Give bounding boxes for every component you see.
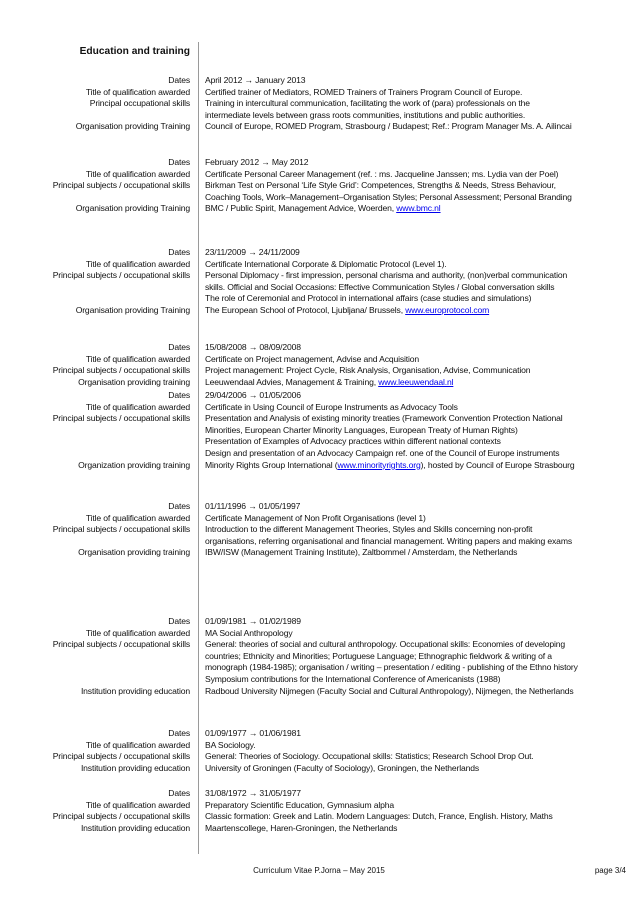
entry-row [0, 412, 638, 424]
field-label: Title of qualification awarded [85, 799, 190, 810]
field-label: Dates [168, 728, 190, 738]
field-label: Principal subjects / occupational skills [52, 524, 190, 535]
entry-row [0, 424, 638, 436]
field-value-text: 01/09/1977 → 01/06/1981 [205, 728, 301, 738]
field-label: Title of qualification awarded [85, 627, 190, 638]
field-value [205, 97, 633, 109]
field-value-text: skills. Official and Social Occasions: Effective Communication Styles / Global conversation skills [205, 281, 555, 292]
field-value-text: Certificate Management of Non Profit Organisations (level 1) [205, 512, 426, 523]
field-label: Principal occupational skills [89, 98, 190, 109]
section-heading: Education and training [79, 46, 190, 57]
entry-row [0, 799, 638, 811]
field-value [205, 727, 633, 739]
field-value-text: Certificate Personal Career Management (ref. : ms. Jacqueline Janssen; ms. Lydia van der Poel) [205, 168, 559, 179]
entry-row [0, 627, 638, 639]
entry-row [0, 535, 638, 547]
entry-row [0, 650, 638, 662]
field-value [205, 156, 633, 168]
field-value [205, 799, 633, 811]
field-value [205, 685, 633, 697]
entry-row [0, 787, 638, 799]
entry-row [0, 500, 638, 512]
entry-row [0, 810, 638, 822]
field-label: Dates [168, 616, 190, 626]
field-label: Organisation providing training [78, 547, 190, 558]
field-value [205, 109, 633, 121]
field-value [205, 673, 633, 685]
entry-row [0, 762, 638, 774]
field-value-text: Council of Europe, ROMED Program, Strasbourg / Budapest; Ref.: Program Manager Ms. A. Ailincai [205, 121, 572, 132]
field-value-text: Certified trainer of Mediators, ROMED Trainers of Trainers Program Council of Europe. [205, 86, 523, 97]
entry-row [0, 120, 638, 132]
field-value-text: 29/04/2006 → 01/05/2006 [205, 390, 301, 400]
entry-row [0, 727, 638, 739]
field-value [205, 191, 633, 203]
entry-row [0, 673, 638, 685]
field-value [205, 281, 633, 293]
field-label: Title of qualification awarded [85, 86, 190, 97]
field-value-text: February 2012 → May 2012 [205, 157, 309, 167]
field-value-text: 23/11/2009 → 24/11/2009 [205, 247, 300, 257]
field-value-text: Presentation and Analysis of existing minority treaties (Framework Convention Protection National [205, 413, 563, 424]
field-value [205, 546, 633, 558]
entry-row [0, 246, 638, 258]
field-label: Title of qualification awarded [85, 258, 190, 269]
field-value-text: organisations, referring organisational and financial management. Writing papers and making exams [205, 535, 572, 546]
field-value [205, 412, 633, 424]
field-label: Organisation providing Training [75, 305, 190, 315]
entry-row [0, 546, 638, 558]
entry-row [0, 74, 638, 86]
field-value-text: Design and presentation of an Advocacy Campaign ref. one of the Council of Europe instruments [205, 448, 560, 458]
field-value-text: MA Social Anthropology [205, 627, 293, 638]
field-value-text: Radboud University Nijmegen (Faculty Social and Cultural Anthropology), Nijmegen, the Netherlands [205, 685, 574, 696]
entry-row [0, 341, 638, 353]
field-label: Principal subjects / occupational skills [52, 639, 190, 650]
field-value [205, 304, 633, 316]
field-value-text: intermediate levels between grass roots communities, institutions and public authorities. [205, 109, 526, 120]
entry-row [0, 109, 638, 121]
field-value [205, 615, 633, 627]
field-label: Principal subjects / occupational skills [52, 811, 190, 822]
entry-row [0, 353, 638, 365]
field-value-text: General: theories of social and cultural anthropology. Occupational skills: Economies of developing [205, 639, 565, 650]
field-label: Dates [168, 788, 190, 798]
field-label: Institution providing education [80, 685, 190, 696]
entry-row [0, 615, 638, 627]
field-label: Title of qualification awarded [85, 168, 190, 179]
field-label: Organisation providing Training [75, 121, 190, 132]
field-value [205, 739, 633, 751]
field-value-text: Training in intercultural communication, facilitating the work of (para) professionals on the [205, 98, 530, 109]
field-value-text: Certificate International Corporate & Diplomatic Protocol (Level 1). [205, 258, 447, 269]
field-label: Dates [168, 342, 190, 352]
field-value [205, 258, 633, 270]
entry-row [0, 156, 638, 168]
field-value [205, 168, 633, 180]
field-value-text: Symposium contributions for the International Conference of Americanists (1988) [205, 674, 501, 684]
field-label: Dates [168, 247, 190, 257]
entry-row [0, 739, 638, 751]
field-value [205, 353, 633, 365]
field-label: Dates [168, 157, 190, 167]
entry-row [0, 86, 638, 98]
field-label: Organisation providing training [78, 376, 190, 387]
field-value-text: IBW/ISW (Management Training Institute), Zaltbommel / Amsterdam, the Netherlands [205, 547, 518, 558]
field-value [205, 627, 633, 639]
field-value [205, 787, 633, 799]
field-label: Title of qualification awarded [85, 401, 190, 412]
entry-row [0, 523, 638, 535]
field-label: Principal subjects / occupational skills [52, 365, 190, 376]
field-value-suffix: ), hosted by Council of Europe Strasbourg [420, 459, 575, 470]
entry-row [0, 685, 638, 697]
field-value [205, 424, 633, 436]
field-value [205, 512, 633, 524]
entry-row [0, 822, 638, 834]
website-link[interactable]: www.europrotocol.com [405, 305, 490, 315]
field-label: Dates [168, 390, 190, 400]
field-value-text: monograph (1984-1985); organisation / writing – presentation / editing - publishing of the Ethno history [205, 662, 578, 673]
field-value [205, 500, 633, 512]
field-label: Dates [168, 75, 190, 85]
field-value [205, 435, 633, 447]
field-value-text: Maartenscollege, Haren-Groningen, the Netherlands [205, 822, 398, 833]
entry-row [0, 364, 638, 376]
entry-row [0, 269, 638, 281]
field-value [205, 447, 633, 459]
field-value [205, 74, 633, 86]
entry-row [0, 447, 638, 459]
entry-row [0, 168, 638, 180]
entry-row [0, 304, 638, 316]
field-label: Organization providing training [78, 459, 190, 470]
page-footer [0, 866, 638, 878]
field-value-text: The role of Ceremonial and Protocol in international affairs (case studies and simulations) [205, 293, 532, 304]
field-label: Title of qualification awarded [85, 739, 190, 750]
field-value-text: Coaching Tools, Work–Management–Organisation Styles; Personal Assessment; Personal Branding [205, 191, 572, 202]
field-value [205, 86, 633, 98]
website-link[interactable]: www.minorityrights.org [337, 459, 421, 470]
field-value [205, 179, 633, 191]
field-value [205, 822, 633, 834]
entry-row [0, 292, 638, 304]
field-value-text: Leeuwendaal Advies, Management & Training, [205, 376, 379, 387]
entry-row [0, 258, 638, 270]
field-label: Institution providing education [80, 762, 190, 773]
field-value [205, 376, 633, 388]
field-value-text: Certificate on Project management, Advise and Acquisition [205, 353, 420, 364]
field-label: Organisation providing Training [75, 203, 190, 214]
entry-row [0, 750, 638, 762]
entry-row [0, 389, 638, 401]
field-value-text: Introduction to the different Management Theories, Styles and Skills concerning non-profit [205, 524, 533, 535]
field-label: Title of qualification awarded [85, 353, 190, 364]
field-value-text: Classic formation: Greek and Latin. Modern Languages: Dutch, France, English. History, Maths [205, 811, 553, 822]
field-value [205, 762, 633, 774]
field-value-text: University of Groningen (Faculty of Sociology), Groningen, the Netherlands [205, 762, 480, 773]
field-value-text: BMC / Public Spirit, Management Advice, Woerden, [205, 203, 397, 214]
field-value [205, 292, 633, 304]
page-number: page 3/4 [594, 866, 626, 875]
entry-row [0, 435, 638, 447]
field-value-text: Certificate in Using Council of Europe Instruments as Advocacy Tools [205, 401, 458, 412]
entry-row [0, 281, 638, 293]
field-value-text: April 2012 → January 2013 [205, 75, 306, 85]
field-value-text: Preparatory Scientific Education, Gymnasium alpha [205, 799, 394, 810]
website-link[interactable]: www.leeuwendaal.nl [378, 376, 454, 387]
field-value-text: countries; Ethnicity and Minorities; Portuguese Language; Ethnographic fieldwork & writing of a [205, 650, 552, 661]
field-value-text: The European School of Protocol, Ljubljana/ Brussels, [205, 305, 406, 315]
field-value [205, 364, 633, 376]
field-label: Principal subjects / occupational skills [52, 270, 190, 281]
entry-row [0, 376, 638, 388]
entry-row [0, 459, 638, 471]
field-value-text: 31/08/1972 → 31/05/1977 [205, 788, 301, 798]
entry-row [0, 401, 638, 413]
entry-row [0, 202, 638, 214]
field-value [205, 246, 633, 258]
field-label: Title of qualification awarded [85, 512, 190, 523]
field-value [205, 523, 633, 535]
field-label: Institution providing education [80, 822, 190, 833]
field-value [205, 535, 633, 547]
field-value-text: Birkman Test on Personal ‘Life Style Grid’: Competences, Strengths & Needs, Stress Behaviour, [205, 180, 556, 191]
field-label: Principal subjects / occupational skills [52, 180, 190, 191]
field-value-text: Minorities, European Charter Minority Languages, European Treaty of Human Rights) [205, 424, 518, 435]
field-value [205, 650, 633, 662]
field-value [205, 638, 633, 650]
field-value [205, 810, 633, 822]
entry-row [0, 661, 638, 673]
entry-row [0, 191, 638, 203]
field-value-text: Minority Rights Group International ( [205, 459, 338, 470]
field-value [205, 459, 633, 471]
field-value [205, 341, 633, 353]
field-value [205, 202, 633, 214]
field-value-text: BA Sociology. [205, 739, 256, 750]
entry-row [0, 638, 638, 650]
footer-title: Curriculum Vitae P.Jorna – May 2015 [253, 866, 385, 875]
field-label: Principal subjects / occupational skills [52, 751, 190, 762]
field-value [205, 269, 633, 281]
field-value [205, 389, 633, 401]
field-value-text: Personal Diplomacy - first impression, personal charisma and authority, (non)verbal communication [205, 270, 568, 281]
entry-row [0, 512, 638, 524]
field-label: Dates [168, 501, 190, 511]
field-value [205, 661, 633, 673]
entry-row [0, 179, 638, 191]
entry-row [0, 97, 638, 109]
field-value-text: 01/11/1996 → 01/05/1997 [205, 501, 301, 511]
field-label: Principal subjects / occupational skills [52, 413, 190, 424]
field-value-text: 15/08/2008 → 08/09/2008 [205, 342, 301, 352]
field-value [205, 401, 633, 413]
field-value-text: 01/09/1981 → 01/02/1989 [205, 616, 301, 626]
website-link[interactable]: www.bmc.nl [396, 203, 441, 214]
field-value-text: General: Theories of Sociology. Occupational skills: Statistics; Research School Drop Out. [205, 751, 534, 762]
field-value-text: Presentation of Examples of Advocacy practices within different national contexts [205, 436, 501, 447]
field-value [205, 120, 633, 132]
field-value [205, 750, 633, 762]
field-value-text: Project management: Project Cycle, Risk Analysis, Organisation, Advise, Communication [205, 365, 531, 376]
